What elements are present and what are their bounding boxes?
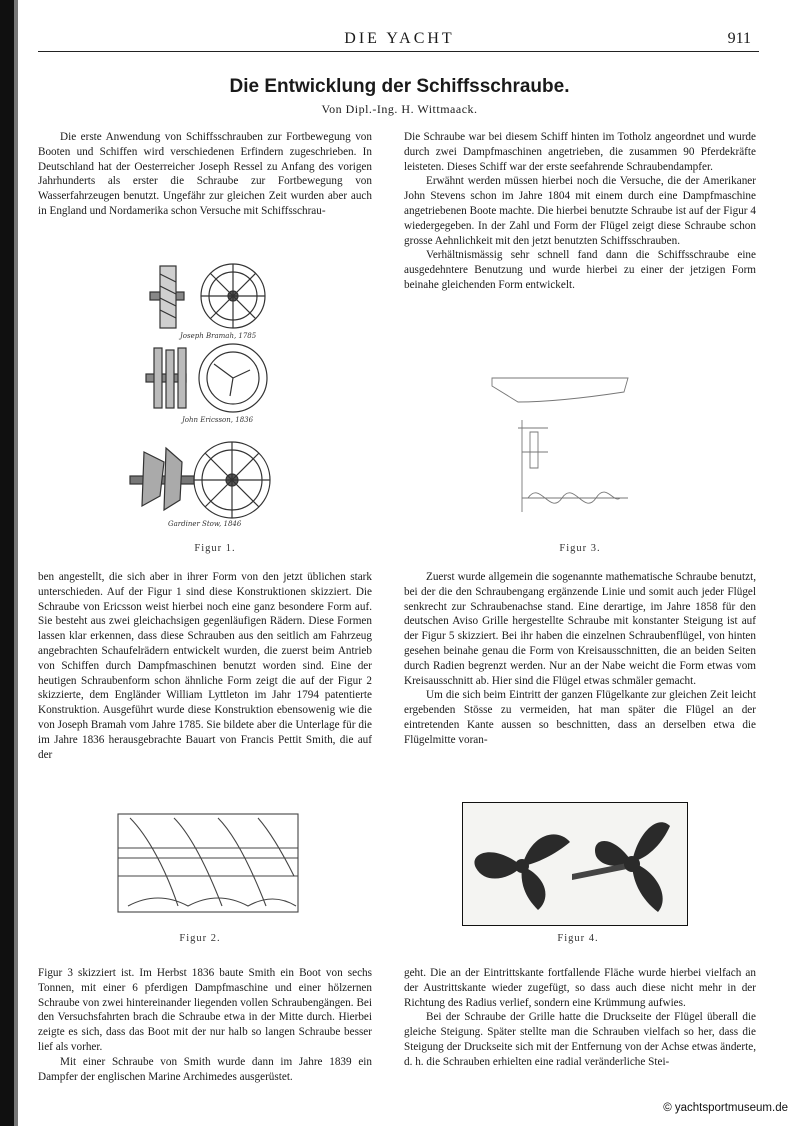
- paragraph: geht. Die an der Eintrittskante fortfallende Fläche wurde hierbei vielfach an der Austrittskante wieder zugefügt, so dass auch diese nicht mehr in der Richtung des Radius verlief, sondern eine Krümmung aufwies.: [404, 967, 756, 1009]
- figure-3-smith-screw-drawing: [488, 372, 636, 532]
- frame-outline: [118, 814, 298, 912]
- bramah-screw-sketch: [150, 264, 265, 328]
- figure-1-label-ericsson: John Ericsson, 1836: [182, 416, 254, 424]
- article-byline: Von Dipl.-Ing. H. Wittmaack.: [321, 102, 478, 116]
- figure-3-caption: Figur 3.: [559, 543, 601, 554]
- figure-4-caption: Figur 4.: [557, 933, 599, 944]
- figure-1-caption: Figur 1.: [194, 543, 236, 554]
- paragraph: Zuerst wurde allgemein die sogenannte mathematische Schraube benutzt, bei der die den Schraubengang ergänzende Linie und somit auch jeder Flügel senkrecht zur Schraubenachse stand. Eine derartige, im Jahre 1858 für den deutschen Aviso Grille hergestellte Schraube mit konstanter Steigung ist auf der Figur 5 skizziert. Bei ihr haben die einzelnen Schraubenflügel, von hinten gesehen beinahe genau die Form von Kreisausschnitten, die an beiden Seiten durch Radien begrenzt werden. Nur an der Nabe weicht die Form etwas vom Kreisausschnitt ab. Hier sind die Flügel etwas schmäler gemacht.: [404, 571, 756, 687]
- ericsson-screw-sketch: [146, 344, 267, 412]
- page-binding-edge: [0, 0, 14, 1126]
- hull-outline: [492, 378, 628, 402]
- page-header: [0, 28, 799, 52]
- page-number: 911: [727, 30, 751, 47]
- figure-2-lyttleton-screw-drawing: [108, 806, 308, 922]
- paragraph: Mit einer Schraube von Smith wurde dann im Jahre 1839 ein Dampfer der englischen Marine Archimedes ausgerüstet.: [38, 1055, 372, 1083]
- paragraph: Erwähnt werden müssen hierbei noch die Versuche, die der Amerikaner John Stevens schon im Jahre 1804 mit einem durch eine Dampfmaschine angetriebenen Boote machte. Die hierbei benutzte Schraube ist auf der Figur 4 wiedergegeben. In der Zahl und Form der Flügel zeigt diese Schraube schon grosse Aehnlichkeit mit den jetzt benutzten Schiffsschrauben.: [404, 175, 756, 247]
- figure-1-label-stow: Gardiner Stow, 1846: [168, 520, 242, 528]
- figure-1-label-bramah: Joseph Bramah, 1785: [180, 332, 257, 340]
- right-column-top: [404, 130, 756, 293]
- figure-4-stevens-propeller-photo: [462, 802, 688, 926]
- paragraph: Um die sich beim Eintritt der ganzen Flügelkante zur gleichen Zeit leicht ergebenden Stösse zu vermeiden, hat man später die Flügel an der eintretenden Kante aussen so beschnitten, dass an derselben etwa die Flügelmitte voran-: [404, 689, 756, 746]
- stow-screw-sketch: [130, 442, 270, 518]
- page-binding-shadow: [14, 0, 18, 1126]
- figure-2-caption: Figur 2.: [179, 933, 221, 944]
- right-column-bottom: [404, 966, 756, 1070]
- article-title: Die Entwicklung der Schiffsschraube.: [229, 76, 570, 97]
- left-column-bottom: [38, 966, 372, 1084]
- left-column-middle: [38, 570, 372, 762]
- screw-blade-curves: [130, 818, 294, 906]
- paragraph: Figur 3 skizziert ist. Im Herbst 1836 baute Smith ein Boot von sechs Tonnen, mit einer 6 pferdigen Dampfmaschine und einer hölzernen Schraube von zwei hintereinander liegenden vollen Schraubengängen. Bei den Versuchsfahrten brach die Schraube etwa in der Mitte durch. Hierbei zeigte es sich, dass das Boot mit der nur halb so langen Schraube besser lief als vorher.: [38, 967, 372, 1053]
- paragraph: Bei der Schraube der Grille hatte die Druckseite der Flügel überall die gleiche Steigung. Später stellte man die Schrauben vielfach so her, dass die Steigung der Druckseite sich mit der Entfernung von der Achse etwas änderte, d. h. die Schrauben erhielten eine radial veränderliche Stei-: [404, 1011, 756, 1068]
- copyright-watermark: © yachtsportmuseum.de: [660, 1101, 791, 1115]
- paragraph: Die Schraube war bei diesem Schiff hinten im Totholz angeordnet und wurde durch zwei Dampfmaschinen angetrieben, die zusammen 90 Pferdekräfte leisteten. Dieses Schiff war der erste seefahrende Schraubendampfer.: [404, 131, 756, 173]
- running-title: DIE YACHT: [344, 30, 455, 47]
- figure-1-propeller-sketches: [120, 252, 290, 532]
- header-rule: [38, 51, 759, 52]
- bottom-curves: [128, 898, 296, 906]
- paragraph: ben angestellt, die sich aber in ihrer Form von den jetzt üblichen stark unterschieden. Auf der Figur 1 sind diese Konstruktionen skizziert. Die Schraube von Ericsson weist hierbei noch eine ganz besondere Form auf. Sie besteht aus zwei gleichachsigen gegenläufigen Rädern. Diese Formen lassen klar erkennen, dass diese Schrauben aus den seitlich am Fahrzeug angebrachten Schaufelrädern entwickelt wurden, die zuerst beim Antrieb von Schiffen durch Dampfmaschinen benutzt worden sind. Eine der heutigen Schraubenform schon ähnliche Form zeigt die auf der Figur 2 skizzierte, dem Engländer William Lyttleton im Jahr 1794 patentierte Konstruktion. Ausgeführt wurde diese Konstruktion ebensowenig wie die von Joseph Bramah vom Jahre 1785. Sie bildete aber die Unterlage für die im Jahre 1836 herausgebrachte Bauart von Francis Pettit Smith, die auf der: [38, 571, 372, 761]
- left-column-top: [38, 130, 372, 219]
- paragraph: Verhältnismässig sehr schnell fand dann die Schiffsschraube eine ausgedehntere Benutzung und wurde hierbei zu einer der jetzigen Form beinahe gleichenden Form entwickelt.: [404, 249, 756, 291]
- right-column-middle: [404, 570, 756, 748]
- paragraph: Die erste Anwendung von Schiffsschrauben zur Fortbewegung von Booten und Schiffen wird verschiedenen Erfindern zugeschrieben. In Deutschland hat der Oesterreicher Joseph Ressel zu Anfang des vorigen Jahrhunderts als erster die Schraube zur Fortbewegung von Wasserfahrzeugen benutzt. Ungefähr zur gleichen Zeit wurden aber auch in England und Nordamerika schon Versuche mit Schiffsschrau-: [38, 131, 372, 217]
